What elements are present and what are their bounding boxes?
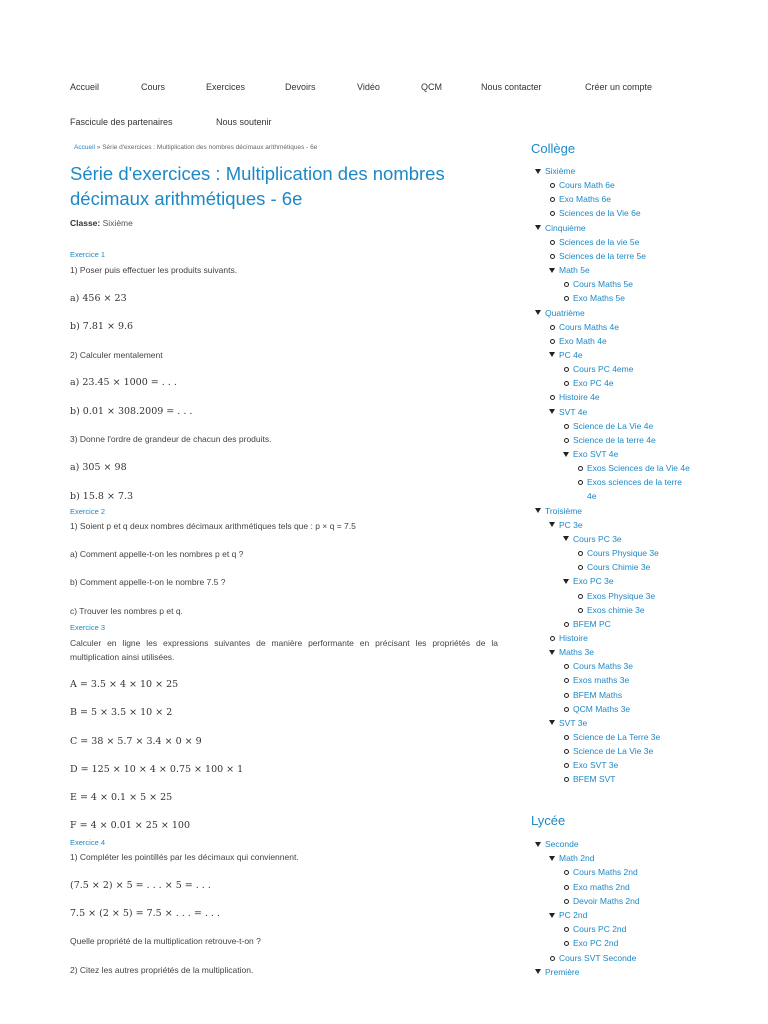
sidebar-link-lycee-7[interactable]: Exo PC 2nd xyxy=(573,938,619,949)
bullet-circle-icon xyxy=(564,763,569,768)
nav-contact[interactable]: Nous contacter xyxy=(481,82,542,92)
ex2-item-c: c) Trouver les nombres p et q. xyxy=(70,606,183,616)
sidebar-link-college-16[interactable]: Histoire 4e xyxy=(559,392,600,403)
bullet-circle-icon xyxy=(550,636,555,641)
ex2-item-b: b) Comment appelle-t-on le nombre 7.5 ? xyxy=(70,577,226,587)
sidebar-link-college-28[interactable]: Cours Chimie 3e xyxy=(587,562,651,573)
collapse-triangle-icon[interactable] xyxy=(535,225,541,230)
sidebar-link-college-33[interactable]: Histoire xyxy=(559,632,588,643)
ex4-item-a: (7.5 × 2) × 5 = . . . × 5 = . . . xyxy=(70,880,211,891)
sidebar-link-lycee-3[interactable]: Exo maths 2nd xyxy=(573,881,630,892)
bullet-circle-icon xyxy=(564,870,569,875)
breadcrumb xyxy=(74,144,317,151)
bullet-circle-icon xyxy=(564,664,569,669)
collapse-triangle-icon[interactable] xyxy=(549,409,555,414)
bullet-circle-icon xyxy=(564,296,569,301)
sidebar-link-college-31[interactable]: Exos chimie 3e xyxy=(587,604,645,615)
exercise-2-link[interactable]: Exercice 2 xyxy=(70,507,106,516)
bullet-circle-icon xyxy=(578,565,583,570)
bullet-circle-icon xyxy=(578,608,583,613)
sidebar-link-college-32[interactable]: BFEM PC xyxy=(573,618,611,629)
ex1-item-d: b) 0.01 × 308.2009 = . . . xyxy=(70,406,193,417)
bullet-circle-icon xyxy=(564,749,569,754)
page-title: Série d'exercices : Multiplication des nombres décimaux arithmétiques - 6e xyxy=(70,163,445,209)
collapse-triangle-icon[interactable] xyxy=(549,268,555,273)
sidebar-link-college-29[interactable]: Exo PC 3e xyxy=(573,576,614,587)
bullet-circle-icon xyxy=(564,899,569,904)
bullet-circle-icon xyxy=(550,956,555,961)
nav-cours[interactable]: Cours xyxy=(141,82,166,92)
bullet-circle-icon xyxy=(564,438,569,443)
sidebar-link-college-42[interactable]: Exo SVT 3e xyxy=(573,760,619,771)
bullet-circle-icon xyxy=(564,367,569,372)
ex2-question-1: 1) Soient p et q deux nombres décimaux arithmétiques tels que : p × q = 7.5 xyxy=(70,521,356,531)
sidebar-link-college-1[interactable]: Cours Math 6e xyxy=(559,180,615,191)
sidebar-link-college-8[interactable]: Cours Maths 5e xyxy=(573,279,633,290)
bullet-circle-icon xyxy=(564,735,569,740)
sidebar-link-college-40[interactable]: Science de La Terre 3e xyxy=(573,732,661,742)
sidebar-link-college-36[interactable]: Exos maths 3e xyxy=(573,675,630,686)
collapse-triangle-icon[interactable] xyxy=(549,720,555,725)
ex4-question: Quelle propriété de la multiplication retrouve-t-on ? xyxy=(70,936,261,946)
bullet-circle-icon xyxy=(564,941,569,946)
bullet-circle-icon xyxy=(578,480,583,485)
sidebar-link-college-6[interactable]: Sciences de la terre 5e xyxy=(559,250,646,261)
nav-partners[interactable]: Fascicule des partenaires xyxy=(70,117,173,127)
sidebar-link-college-11[interactable]: Cours Maths 4e xyxy=(559,321,619,332)
sidebar-link-college-3[interactable]: Sciences de la Vie 6e xyxy=(559,208,641,219)
bullet-circle-icon xyxy=(564,707,569,712)
breadcrumb-current: Série d'exercices : Multiplication des nombres décimaux arithmétiques - 6e xyxy=(102,144,318,151)
ex1-item-c: a) 23.45 × 1000 = . . . xyxy=(70,377,177,388)
bullet-circle-icon xyxy=(564,777,569,782)
sidebar-link-college-37[interactable]: BFEM Maths xyxy=(573,689,623,700)
sidebar-link-college-0[interactable]: Sixième xyxy=(545,166,576,176)
ex3-expr-C: C = 38 × 5.7 × 3.4 × 0 × 9 xyxy=(70,736,202,747)
bullet-circle-icon xyxy=(550,183,555,188)
sidebar-link-college-43[interactable]: BFEM SVT xyxy=(573,774,616,785)
bullet-circle-icon xyxy=(550,240,555,245)
bullet-circle-icon xyxy=(550,325,555,330)
classe-value: Sixième xyxy=(102,218,133,228)
sidebar-link-college-21[interactable]: Exos Sciences de la Vie 4e xyxy=(587,463,690,474)
sidebar-link-college-34[interactable]: Maths 3e xyxy=(559,647,594,658)
exercise-4-link[interactable]: Exercice 4 xyxy=(70,838,106,847)
nav-support[interactable]: Nous soutenir xyxy=(216,117,272,127)
ex3-expr-B: B = 5 × 3.5 × 10 × 2 xyxy=(70,707,173,718)
sidebar-link-college-9[interactable]: Exo Maths 5e xyxy=(573,293,625,304)
collapse-triangle-icon[interactable] xyxy=(535,310,541,315)
ex3-expr-F: F = 4 × 0.01 × 25 × 100 xyxy=(70,820,191,831)
ex4-question-1: 1) Compléter les pointillés par les décimaux qui conviennent. xyxy=(70,852,299,862)
sidebar-link-college-14[interactable]: Cours PC 4eme xyxy=(573,364,634,375)
nav-exercices[interactable]: Exercices xyxy=(206,82,246,92)
bullet-circle-icon xyxy=(578,466,583,471)
collapse-triangle-icon[interactable] xyxy=(563,536,569,541)
collapse-triangle-icon[interactable] xyxy=(535,842,541,847)
sidebar-link-lycee-6[interactable]: Cours PC 2nd xyxy=(573,924,627,935)
bullet-circle-icon xyxy=(564,678,569,683)
collapse-triangle-icon[interactable] xyxy=(535,969,541,974)
sidebar-link-college-20[interactable]: Exo SVT 4e xyxy=(573,449,619,459)
nav-create-account[interactable]: Créer un compte xyxy=(585,82,653,92)
ex1-question-2: 2) Calculer mentalement xyxy=(70,350,163,360)
sidebar-link-college-10[interactable]: Quatrième xyxy=(545,307,585,318)
sidebar-link-college-26[interactable]: Cours PC 3e xyxy=(573,533,622,544)
ex1-question-1: 1) Poser puis effectuer les produits suivants. xyxy=(70,265,238,275)
lycee-heading: Lycée xyxy=(531,813,566,828)
sidebar-link-lycee-4[interactable]: Devoir Maths 2nd xyxy=(573,895,640,906)
bullet-circle-icon xyxy=(564,424,569,429)
bullet-circle-icon xyxy=(564,282,569,287)
ex3-intro: Calculer en ligne les expressions suivantes de manière performante en précisant les propriétés de la multiplication ainsi utilisées. xyxy=(70,638,498,662)
sidebar-link-lycee-9[interactable]: Première xyxy=(545,966,580,977)
collapse-triangle-icon[interactable] xyxy=(535,169,541,174)
sidebar-link-college-38[interactable]: QCM Maths 3e xyxy=(573,703,631,714)
sidebar-link-college-7[interactable]: Math 5e xyxy=(559,265,590,276)
sidebar-link-college-18[interactable]: Science de La Vie 4e xyxy=(573,420,654,431)
bullet-circle-icon xyxy=(564,885,569,890)
sidebar-link-college-27[interactable]: Cours Physique 3e xyxy=(587,548,659,559)
sidebar-link-college-23[interactable]: 4e xyxy=(587,491,597,502)
sidebar-link-college-35[interactable]: Cours Maths 3e xyxy=(573,661,633,672)
collapse-triangle-icon[interactable] xyxy=(549,650,555,655)
ex2-item-a: a) Comment appelle-t-on les nombres p et q ? xyxy=(70,549,244,559)
collapse-triangle-icon[interactable] xyxy=(535,508,541,513)
sidebar-link-college-25[interactable]: PC 3e xyxy=(559,519,583,530)
ex1-item-a: a) 456 × 23 xyxy=(70,293,127,304)
ex3-expr-D: D = 125 × 10 × 4 × 0.75 × 100 × 1 xyxy=(70,764,244,775)
sidebar-link-college-19[interactable]: Science de la terre 4e xyxy=(573,434,656,445)
collapse-triangle-icon[interactable] xyxy=(549,352,555,357)
sidebar-link-college-22[interactable]: Exos sciences de la terre xyxy=(587,477,682,488)
collapse-triangle-icon[interactable] xyxy=(549,856,555,861)
collapse-triangle-icon[interactable] xyxy=(549,913,555,918)
sidebar-link-lycee-2[interactable]: Cours Maths 2nd xyxy=(573,867,638,878)
collapse-triangle-icon[interactable] xyxy=(563,579,569,584)
sidebar-link-lycee-1[interactable]: Math 2nd xyxy=(559,853,595,864)
exercise-3-link[interactable]: Exercice 3 xyxy=(70,623,106,632)
breadcrumb-home-link[interactable]: Accueil xyxy=(74,144,95,151)
sidebar-link-college-5[interactable]: Sciences de la vie 5e xyxy=(559,236,640,247)
college-heading: Collège xyxy=(531,141,576,156)
nav-devoirs[interactable]: Devoirs xyxy=(285,82,316,92)
ex1-item-b: b) 7.81 × 9.6 xyxy=(70,321,134,332)
nav-accueil[interactable]: Accueil xyxy=(70,82,100,92)
ex3-expr-E: E = 4 × 0.1 × 5 × 25 xyxy=(70,792,173,803)
collapse-triangle-icon[interactable] xyxy=(549,522,555,527)
bullet-circle-icon xyxy=(578,594,583,599)
ex4-item-b: 7.5 × (2 × 5) = 7.5 × . . . = . . . xyxy=(70,908,220,919)
bullet-circle-icon xyxy=(564,693,569,698)
exercise-1-link[interactable]: Exercice 1 xyxy=(70,250,106,259)
sidebar-link-lycee-8[interactable]: Cours SVT Seconde xyxy=(559,952,637,963)
classe-label: Classe: xyxy=(70,218,101,228)
breadcrumb-separator: » xyxy=(94,144,103,151)
ex1-item-e: a) 305 × 98 xyxy=(70,462,127,473)
sidebar-link-college-41[interactable]: Science de La Vie 3e xyxy=(573,746,654,757)
nav-video[interactable]: Vidéo xyxy=(357,82,380,92)
ex1-question-3: 3) Donne l'ordre de grandeur de chacun des produits. xyxy=(70,434,272,444)
bullet-circle-icon xyxy=(550,395,555,400)
nav-qcm[interactable]: QCM xyxy=(421,82,442,92)
bullet-circle-icon xyxy=(550,211,555,216)
bullet-circle-icon xyxy=(564,381,569,386)
bullet-circle-icon xyxy=(564,622,569,627)
sidebar-link-college-17[interactable]: SVT 4e xyxy=(559,406,588,417)
ex1-item-f: b) 15.8 × 7.3 xyxy=(70,491,134,502)
sidebar-link-lycee-0[interactable]: Seconde xyxy=(545,839,579,849)
bullet-circle-icon xyxy=(550,254,555,259)
collapse-triangle-icon[interactable] xyxy=(563,452,569,457)
bullet-circle-icon xyxy=(550,339,555,344)
sidebar-link-college-4[interactable]: Cinquième xyxy=(545,222,586,233)
sidebar-link-college-12[interactable]: Exo Math 4e xyxy=(559,335,607,346)
bullet-circle-icon xyxy=(550,197,555,202)
sidebar-link-lycee-5[interactable]: PC 2nd xyxy=(559,910,588,920)
sidebar-link-college-30[interactable]: Exos Physique 3e xyxy=(587,590,656,601)
sidebar-link-college-13[interactable]: PC 4e xyxy=(559,349,583,360)
bullet-circle-icon xyxy=(564,927,569,932)
sidebar-link-college-2[interactable]: Exo Maths 6e xyxy=(559,194,611,205)
bullet-circle-icon xyxy=(578,551,583,556)
sidebar-link-college-15[interactable]: Exo PC 4e xyxy=(573,378,614,389)
sidebar-link-college-39[interactable]: SVT 3e xyxy=(559,717,588,728)
classe-line xyxy=(70,218,133,228)
sidebar-link-college-24[interactable]: Troisième xyxy=(545,505,582,516)
ex3-expr-A: A = 3.5 × 4 × 10 × 25 xyxy=(70,679,179,690)
ex4-question-2: 2) Citez les autres propriétés de la multiplication. xyxy=(70,965,254,975)
